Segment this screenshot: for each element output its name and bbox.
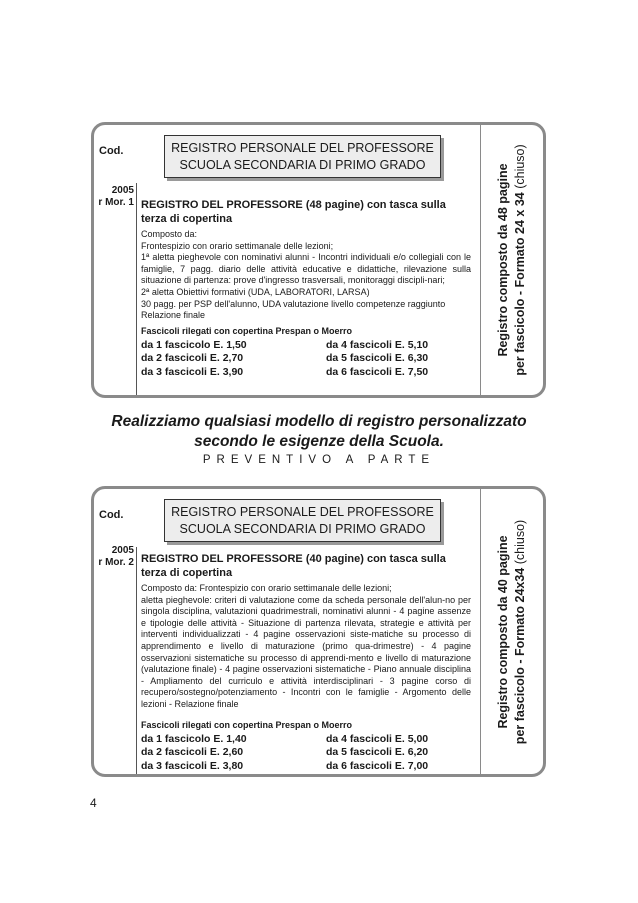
composition-line: Composto da: Frontespizio con orario settimanale delle lezioni; [141,583,392,593]
composition-line: 1ª aletta pieghevole con nominativi alunni - Incontri individuali e/o collegiali con le famiglie, 7 pagg. diario delle attività educative e didattiche, rilevazione sulla situazione di partenza: prove d'ingresso trasversali, monitoraggi discipli-nari; [141,252,471,286]
composition-text [141,583,471,711]
cod-label: Cod. [99,145,124,157]
price-list [141,339,471,380]
composition-line: Frontespizio con orario settimanale delle lezioni; [141,240,334,251]
code-id: r Mor. 2 [98,557,134,568]
register-content [141,552,471,773]
promo-text [0,412,638,452]
promo-line-1: Realizziamo qualsiasi modello di registro personalizzato [111,413,527,430]
composition-line: aletta pieghevole: criteri di valutazione come da scheda personale dell'alun-no per singola disciplina, valutazioni quadrimestrali, nominativi alunni - 4 pagine assenze e tipologie delle attività - Situazione di partenza rilevata, strategie e attività per interventi individualizzati - 4 pagine osservazioni siste-matiche su processo di apprendimento e livello di maturazione (primo qua-drimestre) - 4 pagine osservazioni sistematiche su processo di apprendi-mento e livello di maturazione (valutazione finale) - 4 pagine osservazioni sistematiche - Piano annuale disciplina - Ampliamento del curriculo e attività interdisciplinari - 3 pagine corso di recupero/sostegno/potenziamento - Incontri con le famiglie - Argomento delle lezioni - Relazione finale [141,594,471,709]
register-content [141,198,471,379]
price-item: da 4 fascicoli E. 5,10 [326,338,429,351]
price-list [141,733,471,774]
promo-line-2: secondo le esigenze della Scuola. [194,433,444,450]
composition-line: 30 pagg. per PSP dell'alunno, UDA valutazione livello competenze raggiunto [141,298,446,309]
register-heading: REGISTRO DEL PROFESSORE (40 pagine) con tasca sulla terza di copertina [141,553,446,579]
title-line-1: REGISTRO PERSONALE DEL PROFESSORE [171,141,434,155]
price-item: da 2 fascicoli E. 2,60 [141,746,244,759]
composition-text [141,229,471,322]
register-panel-48 [91,122,546,398]
binding-note: Fascicoli rilegati con copertina Prespan o Moerro [141,325,353,336]
composition-line: 2ª aletta Obiettivi formativi (UDA, LABORATORI, LARSA) [141,286,370,297]
price-item: da 3 fascicoli E. 3,90 [141,365,244,378]
side-format-text [495,144,529,375]
title-line-2: SCUOLA SECONDARIA DI PRIMO GRADO [179,522,426,536]
price-item: da 3 fascicoli E. 3,80 [141,759,244,772]
format-closed: (chiuso) [513,519,527,568]
price-item: da 6 fascicoli E. 7,50 [326,365,429,378]
price-item: da 4 fascicoli E. 5,00 [326,732,429,745]
register-title-box [164,499,441,542]
code-year: 2005 [111,545,134,556]
side-line-2 [512,519,529,743]
code-id: r Mor. 1 [98,197,134,208]
price-item: da 6 fascicoli E. 7,00 [326,759,429,772]
title-line-1: REGISTRO PERSONALE DEL PROFESSORE [171,505,434,519]
price-item: da 5 fascicoli E. 6,30 [326,352,429,365]
promo-quote-note: PREVENTIVO A PARTE [202,454,436,466]
register-panel-40 [91,486,546,777]
side-format-column [480,489,543,774]
cod-label: Cod. [99,509,124,521]
composition-line: Composto da: [141,229,198,239]
composition-line: Relazione finale [141,310,206,321]
page-number: 4 [90,796,97,810]
price-item: da 1 fascicolo E. 1,50 [141,338,247,351]
code-year: 2005 [111,185,134,196]
title-line-2: SCUOLA SECONDARIA DI PRIMO GRADO [179,158,426,172]
column-divider [136,547,137,774]
side-format-text [495,519,529,743]
side-line-1: Registro composto da 48 pagine [496,163,510,357]
column-divider [136,183,137,395]
binding-note: Fascicoli rilegati con copertina Prespan o Moerro [141,719,353,730]
price-item: da 1 fascicolo E. 1,40 [141,732,247,745]
register-title-box [164,135,441,178]
side-line-2 [512,144,529,375]
side-format-column [480,125,543,395]
price-item: da 5 fascicoli E. 6,20 [326,746,429,759]
price-item: da 2 fascicoli E. 2,70 [141,352,244,365]
format-size: per fascicolo - Formato 24x34 [513,567,527,744]
format-size: per fascicolo - Formato 24 x 34 [513,192,527,376]
side-line-1: Registro composto da 40 pagine [496,534,510,729]
format-closed: (chiuso) [513,144,527,193]
register-heading: REGISTRO DEL PROFESSORE (48 pagine) con tasca sulla terza di copertina [141,199,446,225]
